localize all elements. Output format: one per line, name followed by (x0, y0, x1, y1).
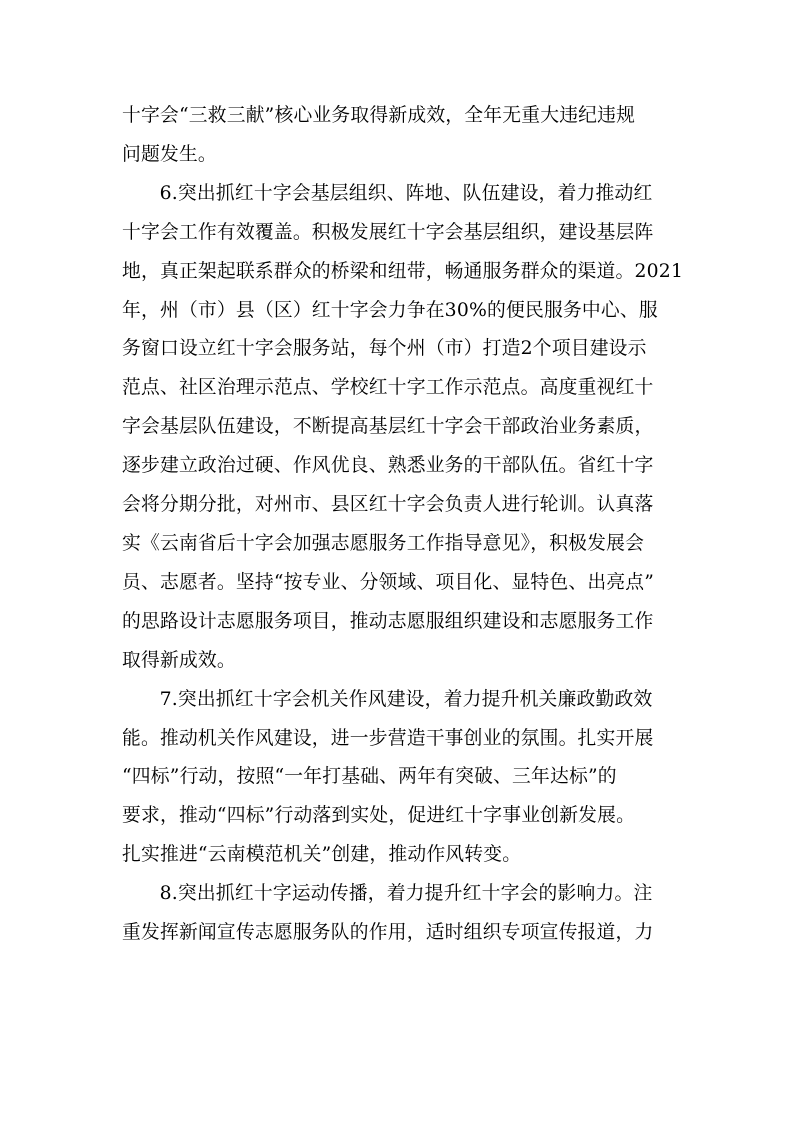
paragraph-8 (122, 875, 675, 953)
paragraph-7 (122, 681, 675, 876)
text-line: 务窗口设立红十字会服务站，每个州（市）打造2个项目建设示 (122, 338, 647, 360)
text-line: “四标”行动，按照“一年打基础、两年有突破、三年达标”的 (122, 766, 617, 788)
text-line: 地，真正架起联系群众的桥梁和纽带，畅通服务群众的渠道。2021 (122, 260, 684, 282)
text-line: 能。推动机关作风建设，进一步营造干事创业的氛围。扎实开展 (122, 727, 654, 749)
text-line: 年，州（市）县（区）红十字会力争在30%的便民服务中心、服 (122, 299, 658, 321)
text-line: 十字会工作有效覆盖。积极发展红十字会基层组织，建设基层阵 (122, 221, 654, 243)
text-line: 问题发生。 (122, 143, 217, 165)
text-line: 取得新成效。 (122, 649, 236, 671)
text-line: 逐步建立政治过硬、作风优良、熟悉业务的干部队伍。省红十字 (122, 455, 654, 477)
text-line: 要求，推动“四标”行动落到实处，促进红十字事业创新发展。 (122, 805, 636, 827)
text-line-first: 8.突出抓红十字运动传播，着力提升红十字会的影响力。注 (159, 883, 653, 905)
text-line: 十字会“三救三献”核心业务取得新成效，全年无重大违纪违规 (122, 105, 636, 126)
text-line-first: 7.突出抓红十字会机关作风建设，着力提升机关廉政勤政效 (159, 688, 653, 710)
text-line: 员、志愿者。坚持“按专业、分领域、项目化、显特色、出亮点” (122, 571, 655, 593)
text-line: 重发挥新闻宣传志愿服务队的作用，适时组织专项宣传报道，力 (122, 922, 654, 944)
text-line: 扎实推进“云南模范机关”创建，推动作风转变。 (122, 844, 522, 866)
text-line-first: 6.突出抓红十字会基层组织、阵地、队伍建设，着力推动红 (159, 182, 653, 204)
paragraph-5-continuation (122, 97, 675, 175)
text-line: 会将分期分批，对州市、县区红十字会负责人进行轮训。认真落 (122, 494, 654, 516)
text-line: 字会基层队伍建设，不断提高基层红十字会干部政治业务素质， (122, 416, 654, 438)
paragraph-6 (122, 175, 684, 681)
text-line: 范点、社区治理示范点、学校红十字工作示范点。高度重视红十 (122, 377, 654, 399)
text-line: 的思路设计志愿服务项目，推动志愿服组织建设和志愿服务工作 (122, 610, 654, 632)
text-line: 实《云南省后十字会加强志愿服务工作指导意见》，积极发展会 (122, 532, 645, 554)
document-body (122, 97, 684, 953)
